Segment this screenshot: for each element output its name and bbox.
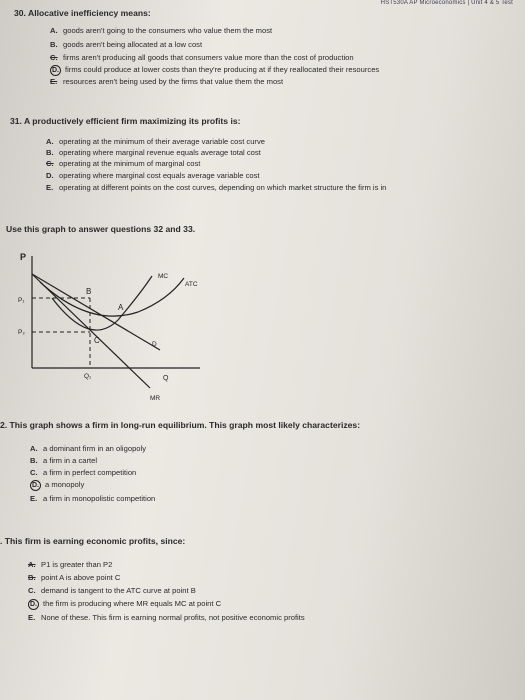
q33-option-e-letter: E. [28, 613, 36, 622]
question-33-title: . This firm is earning economic profits, since: [0, 536, 186, 546]
q33-option-e-text: None of these. This firm is earning normal profits, not positive economic profits [41, 613, 305, 622]
q30-option-c-text: firms aren't producing all goods that consumers value more than the cost of production [63, 53, 354, 62]
mc-label: MC [158, 273, 169, 280]
mr-label: MR [150, 395, 161, 402]
q32-option-d-text: a monopoly [45, 480, 85, 489]
q30-option-d-letter: D. [52, 67, 59, 74]
question-31-title: 31. A productively efficient firm maximizing its profits is: [10, 116, 241, 126]
q30-option-e[interactable] [50, 77, 283, 86]
graph-instructions: Use this graph to answer questions 32 and 33. [6, 224, 196, 234]
q32-option-a-letter: A. [30, 444, 38, 453]
q32-option-d[interactable] [30, 480, 84, 491]
q32-option-d-letter: D. [32, 482, 39, 489]
q32-option-b-text: a firm in a cartel [43, 456, 98, 465]
q30-option-a-letter: A. [50, 26, 58, 35]
q32-option-b-letter: B. [30, 456, 38, 465]
question-30-title: 30. Allocative inefficiency means: [14, 8, 151, 18]
p2-label: P₂ [18, 329, 25, 336]
q32-option-e[interactable] [30, 494, 155, 503]
q30-option-d-text: firms could produce at lower costs than they're producing at if they reallocated their resources [65, 65, 380, 74]
cost-curve-graph [0, 248, 240, 408]
q30-option-a[interactable] [50, 26, 272, 35]
q32-option-c-letter: C. [30, 468, 38, 477]
q30-option-b-letter: B. [50, 40, 58, 49]
q1-label: Q₁ [84, 373, 92, 380]
q31-option-e-letter: E. [46, 183, 54, 192]
q30-option-d[interactable] [50, 65, 379, 76]
q33-option-d-letter: D. [30, 601, 37, 608]
q33-option-a[interactable] [28, 560, 112, 569]
q32-option-c[interactable] [30, 468, 136, 477]
q33-option-b-text: point A is above point C [41, 573, 121, 582]
q32-option-c-text: a firm in perfect competition [43, 468, 137, 477]
q31-option-a[interactable] [46, 137, 265, 146]
q31-option-d-letter: D. [46, 171, 54, 180]
q33-option-a-text: P1 is greater than P2 [41, 560, 113, 569]
q31-option-d-text: operating where marginal cost equals average variable cost [59, 171, 260, 180]
q31-option-b-text: operating where marginal revenue equals average total cost [59, 148, 261, 157]
q33-option-b[interactable] [28, 573, 120, 582]
atc-label: ATC [185, 281, 198, 288]
q30-option-a-text: goods aren't going to the consumers who value them the most [63, 26, 273, 35]
q32-option-e-letter: E. [30, 494, 38, 503]
q32-option-a[interactable] [30, 444, 146, 453]
demand-label: D [152, 341, 157, 348]
q31-option-e-text: operating at different points on the cost curves, depending on which market structure the firm is in [59, 183, 387, 192]
p1-label: P₁ [18, 297, 25, 304]
point-a-label: A [118, 303, 124, 312]
q31-option-c[interactable] [46, 159, 200, 168]
q31-option-a-letter: A. [46, 137, 54, 146]
q33-option-d-text: the firm is producing where MR equals MC at point C [43, 599, 222, 608]
q30-option-b[interactable] [50, 40, 202, 49]
q31-option-a-text: operating at the minimum of their average variable cost curve [59, 137, 265, 146]
axis-label-p: P [20, 252, 27, 262]
question-32-title: 2. This graph shows a firm in long-run equilibrium. This graph most likely characterizes: [0, 420, 361, 430]
q33-option-c[interactable] [28, 586, 196, 595]
q31-option-b[interactable] [46, 148, 261, 157]
q32-option-b[interactable] [30, 456, 97, 465]
point-b-label: B [86, 287, 92, 296]
q33-option-b-letter: B. [28, 573, 36, 582]
q31-option-d[interactable] [46, 171, 260, 180]
q33-option-c-letter: C. [28, 586, 36, 595]
q32-option-e-text: a firm in monopolistic competition [43, 494, 156, 503]
point-c-label: C [94, 336, 100, 345]
q30-option-c[interactable] [50, 53, 354, 62]
q30-option-e-letter: E. [50, 77, 58, 86]
q30-option-b-text: goods aren't being allocated at a low cost [63, 40, 203, 49]
q31-option-e[interactable] [46, 183, 386, 192]
axis-label-q: Q [163, 375, 169, 382]
q31-option-c-letter: C. [46, 159, 54, 168]
q30-option-c-letter: C. [50, 53, 58, 62]
q33-option-a-letter: A. [28, 560, 36, 569]
q33-option-c-text: demand is tangent to the ATC curve at point B [41, 586, 196, 595]
q32-option-a-text: a dominant firm in an oligopoly [43, 444, 146, 453]
q31-option-b-letter: B. [46, 148, 54, 157]
page-header: HST530A AP Microeconomics | Unit 4 & 5 Test [380, 0, 513, 6]
q33-option-e[interactable] [28, 613, 305, 622]
q33-option-d[interactable] [28, 599, 221, 610]
q30-option-e-text: resources aren't being used by the firms that value them the most [63, 77, 284, 86]
q31-option-c-text: operating at the minimum of marginal cost [59, 159, 201, 168]
